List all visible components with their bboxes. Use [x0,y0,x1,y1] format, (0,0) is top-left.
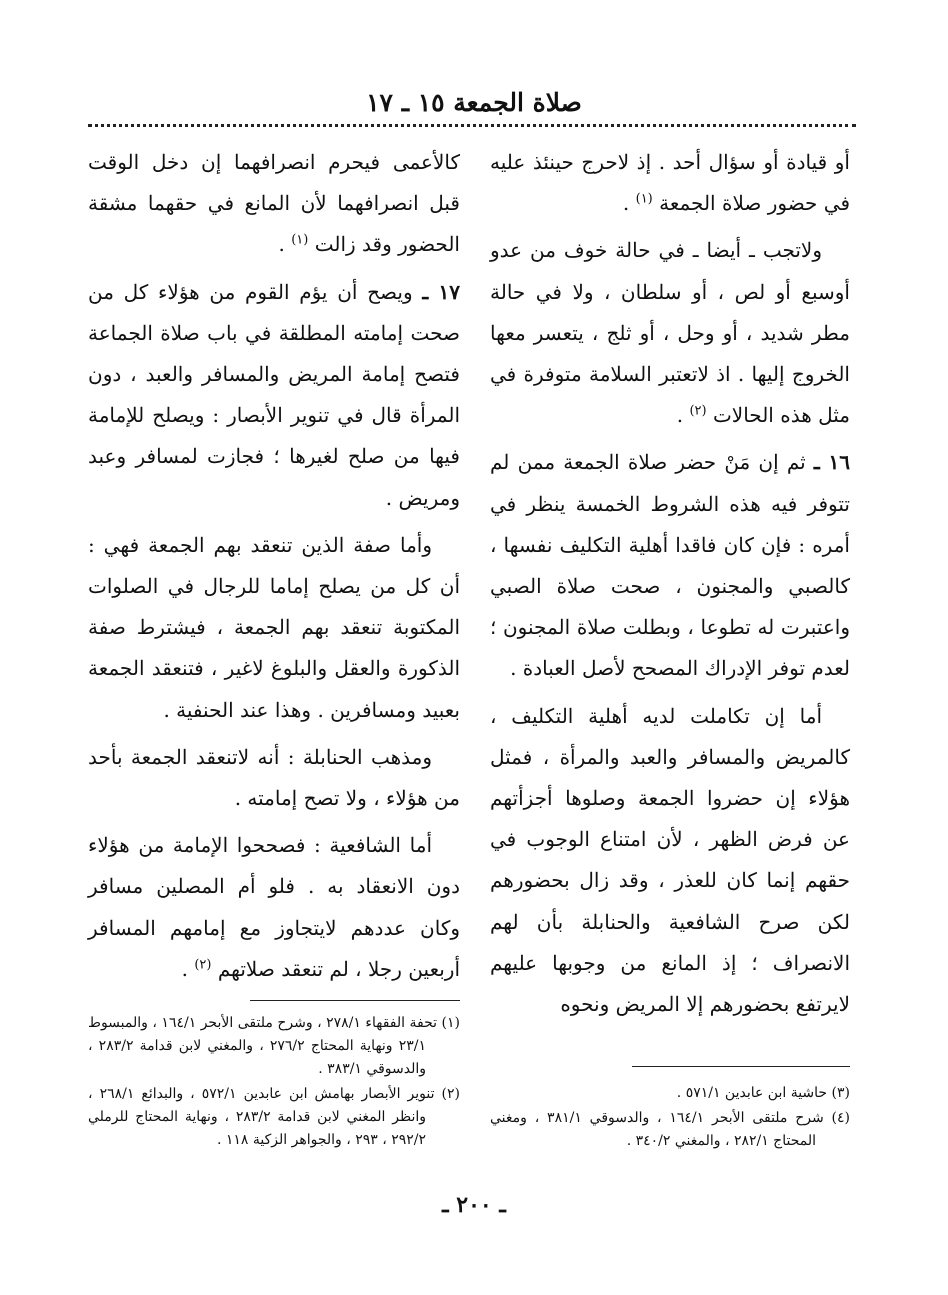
footnote-item: (٣) حاشية ابن عابدين ٥٧١/١ . [676,1085,850,1101]
left-paragraph-2: ١٧ ـ ويصح أن يؤم القوم من هؤلاء كل من صحت إمامته المطلقة في باب صلاة الجماعة فتصح إمامة المريض والمسافر والعبد ، دون المرأة قال في تنوير الأبصار : ويصلح للإمامة فيها من صلح لغيرها ؛ فجازت لمسافر وعبد ومريض . [88,279,460,510]
left-paragraph-5: أما الشافعية : فصححوا الإمامة من هؤلاء دون الانعقاد به . فلو أم المصلين مسافر وكان عددهم لايتجاوز مع إمامهم المسافر أربعين رجلا ، لم تنعقد صلاتهم $^{(٢)}$ . [88,833,460,981]
left-paragraph-1: كالأعمى فيحرم انصرافهما إن دخل الوقت قبل انصرافهما لأن المانع في حقهما مشقة الحضور وقد زالت $^{(١)}$ . [88,150,460,257]
right-paragraph-1: أو قيادة أو سؤال أحد . إذ لاحرج حينئذ عليه في حضور صلاة الجمعة $^{(١)}$ . [490,150,850,216]
footnote-ref: (١) [291,232,309,248]
footnote-ref: (١) [635,191,653,207]
section-number: ١٦ ـ [813,450,850,475]
right-paragraph-2: ولاتجب ـ أيضا ـ في حالة خوف من عدو أوسبع أو لص ، أو سلطان ، ولا في حالة مطر شديد ، أو وحل ، أو ثلج ، يتعسر معها الخروج إليها . اذ لاتعتبر السلامة متوفرة في مثل هذه الحالات $^{(٢)}$ . [490,238,850,428]
left-column [88,142,460,996]
right-paragraph-4: أما إن تكاملت لديه أهلية التكليف ، كالمريض والمسافر والعبد والمرأة ، فمثل هؤلاء إن حضروا الجمعة وصلوها أجزأتهم عن فرض الظهر ، لأن امتناع الوجوب في حقهم إنما كان للعذر ، وقد زال بحضورهم لكن صرح الشافعية والحنابلة بأن لهم الانصراف ؛ إذ المانع من وجوبها عليهم لايرتفع بحضورهم إلا المريض ونحوه [490,703,850,1017]
right-column [490,142,850,1031]
footnote-ref: (٢) [194,957,212,973]
footnotes-left [88,1012,460,1154]
header-dotted-rule [88,124,856,127]
left-paragraph-4: ومذهب الحنابلة : أنه لاتنعقد الجمعة بأحد من هؤلاء ، ولا تصح إمامته . [88,744,460,811]
footnote-item: (١) تحفة الفقهاء ٢٧٨/١ ، وشرح ملتقى الأبحر ١٦٤/١ ، والمبسوط ٢٣/١ ونهاية المحتاج ٢٧٦/٢ ، والمغني لابن قدامة ٢٨٣/٢ ، والدسوقي ٣٨٣/١ . [88,1015,460,1077]
right-paragraph-3: ١٦ ـ ثم إن مَنْ حضر صلاة الجمعة ممن لم تتوفر فيه هذه الشروط الخمسة ينظر في أمره : فإن كان فاقدا أهلية التكليف نفسها ، كالصبي والمجنون ، صحت صلاة الصبي واعتبرت له تطوعا ، وبطلت صلاة المجنون ؛ لعدم توفر الإدراك المصحح لأصل العبادة . [490,450,850,681]
page-header-title: صلاة الجمعة ١٥ ـ ١٧ [366,88,582,117]
footnotes-right [490,1082,850,1155]
footnote-item: (٤) شرح ملتقى الأبحر ١٦٤/١ ، والدسوقي ٣٨١/١ ، ومغني المحتاج ٢٨٢/١ ، والمغني ٣٤٠/٢ . [490,1110,850,1149]
left-paragraph-3: وأما صفة الذين تنعقد بهم الجمعة فهي : أن كل من يصلح إماما للرجال في الصلوات المكتوبة تنعقد بهم الجمعة ، فيشترط صفة الذكورة والعقل والبلوغ لاغير ، فتنعقد الجمعة بعبيد ومسافرين . وهذا عند الحنفية . [88,532,460,722]
footnote-separator-right [632,1066,850,1067]
page-number: ـ ٢٠٠ ـ [442,1192,506,1218]
footnote-ref: (٢) [689,403,707,419]
footnote-item: (٢) تنوير الأبصار بهامش ابن عابدين ٥٧٢/١ ، والبدائع ٢٦٨/١ ، وانظر المغني لابن قدامة ٢٨٣/٢ ، ونهاية المحتاج للرملي ٢٩٢/٢ ، ٢٩٣ ، والجواهر الزكية ١١٨ . [88,1086,460,1148]
section-number: ١٧ ـ [422,279,460,304]
footnote-separator-left [250,1000,460,1001]
